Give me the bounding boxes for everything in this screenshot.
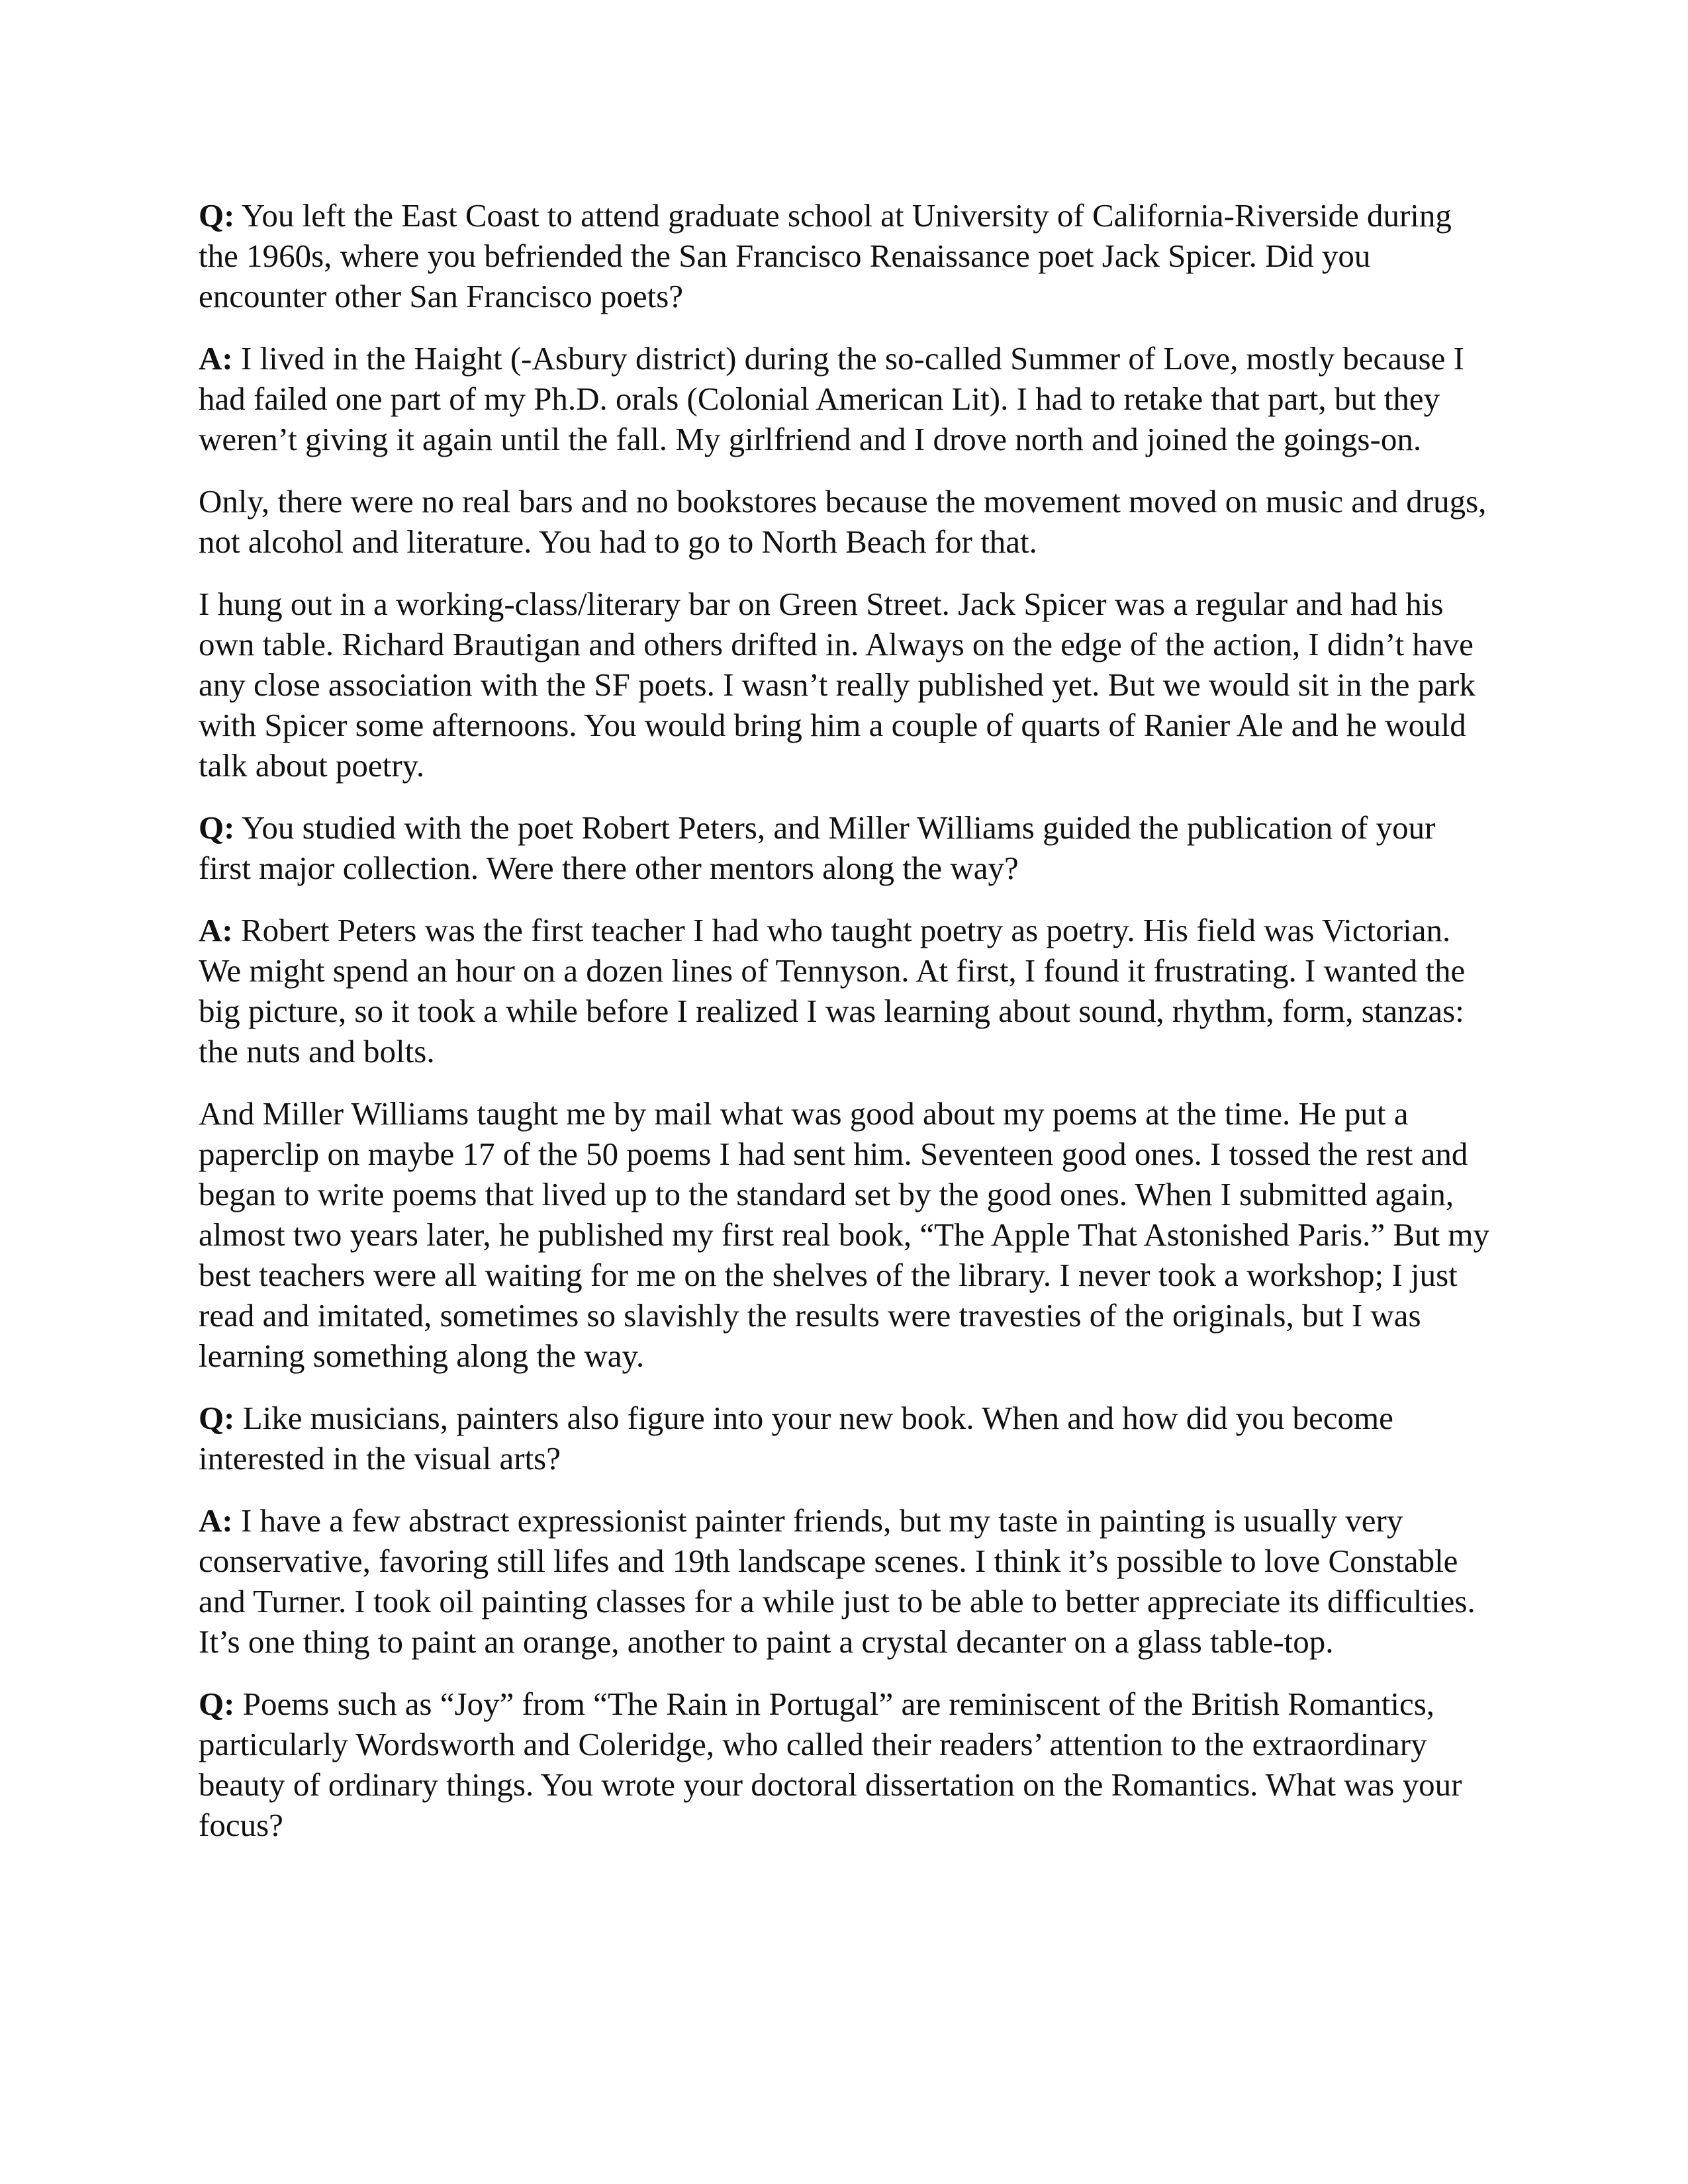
- speaker-label: Q:: [199, 197, 235, 234]
- answer-continuation-paragraph: [199, 584, 1493, 786]
- answer-paragraph: [199, 910, 1493, 1071]
- paragraph-text: I have a few abstract expressionist painter friends, but my taste in painting is usually very conservative, favoring still lifes and 19th landscape scenes. I think it’s possible to love Constable and Turner. I took oil painting classes for a while just to be able to better appreciate its difficulties. It’s one thing to paint an orange, another to paint a crystal decanter on a glass table-top.: [199, 1502, 1476, 1660]
- question-paragraph: [199, 195, 1493, 316]
- answer-paragraph: [199, 1500, 1493, 1662]
- paragraph-text: You studied with the poet Robert Peters, and Miller Williams guided the publication of your first major collection. Were there other mentors along the way?: [199, 809, 1436, 886]
- answer-continuation-paragraph: [199, 1093, 1493, 1376]
- document-page: [199, 195, 1493, 1867]
- question-paragraph: [199, 1684, 1493, 1845]
- paragraph-text: And Miller Williams taught me by mail what was good about my poems at the time. He put a paperclip on maybe 17 of the 50 poems I had sent him. Seventeen good ones. I tossed the rest and began to write poems that lived up to the standard set by the good ones. When I submitted again, almost two years later, he published my first real book, “The Apple That Astonished Paris.” But my best teachers were all waiting for me on the shelves of the library. I never took a workshop; I just read and imitated, sometimes so slavishly the results were travesties of the originals, but I was learning something along the way.: [199, 1095, 1489, 1374]
- speaker-label: Q:: [199, 1686, 235, 1722]
- speaker-label: A:: [199, 912, 233, 948]
- speaker-label: A:: [199, 340, 233, 377]
- answer-continuation-paragraph: [199, 481, 1493, 562]
- paragraph-text: You left the East Coast to attend graduate school at University of California-Riverside during the 1960s, where you befriended the San Francisco Renaissance poet Jack Spicer. Did you encounter other San Francisco poets?: [199, 197, 1452, 314]
- speaker-label: Q:: [199, 809, 235, 846]
- paragraph-text: Robert Peters was the first teacher I had who taught poetry as poetry. His field was Victorian. We might spend an hour on a dozen lines of Tennyson. At first, I found it frustrating. I wanted the big picture, so it took a while before I realized I was learning about sound, rhythm, form, stanzas: the nuts and bolts.: [199, 912, 1466, 1069]
- question-paragraph: [199, 807, 1493, 888]
- paragraph-text: Poems such as “Joy” from “The Rain in Portugal” are reminiscent of the British Romantics, particularly Wordsworth and Coleridge, who called their readers’ attention to the extraordinary beauty of ordinary things. You wrote your doctoral dissertation on the Romantics. What was your focus?: [199, 1686, 1462, 1843]
- paragraph-text: I lived in the Haight (-Asbury district) during the so-called Summer of Love, mostly because I had failed one part of my Ph.D. orals (Colonial American Lit). I had to retake that part, but they weren’t giving it again until the fall. My girlfriend and I drove north and joined the goings-on.: [199, 340, 1464, 457]
- speaker-label: A:: [199, 1502, 233, 1539]
- answer-paragraph: [199, 338, 1493, 459]
- paragraph-text: Only, there were no real bars and no bookstores because the movement moved on music and drugs, not alcohol and literature. You had to go to North Beach for that.: [199, 483, 1487, 560]
- speaker-label: Q:: [199, 1400, 235, 1436]
- question-paragraph: [199, 1398, 1493, 1479]
- paragraph-text: I hung out in a working-class/literary bar on Green Street. Jack Spicer was a regular and had his own table. Richard Brautigan and others drifted in. Always on the edge of the action, I didn’t have any close association with the SF poets. I wasn’t really published yet. But we would sit in the park with Spicer some afternoons. You would bring him a couple of quarts of Ranier Ale and he would talk about poetry.: [199, 586, 1476, 784]
- paragraph-text: Like musicians, painters also figure into your new book. When and how did you become interested in the visual arts?: [199, 1400, 1393, 1477]
